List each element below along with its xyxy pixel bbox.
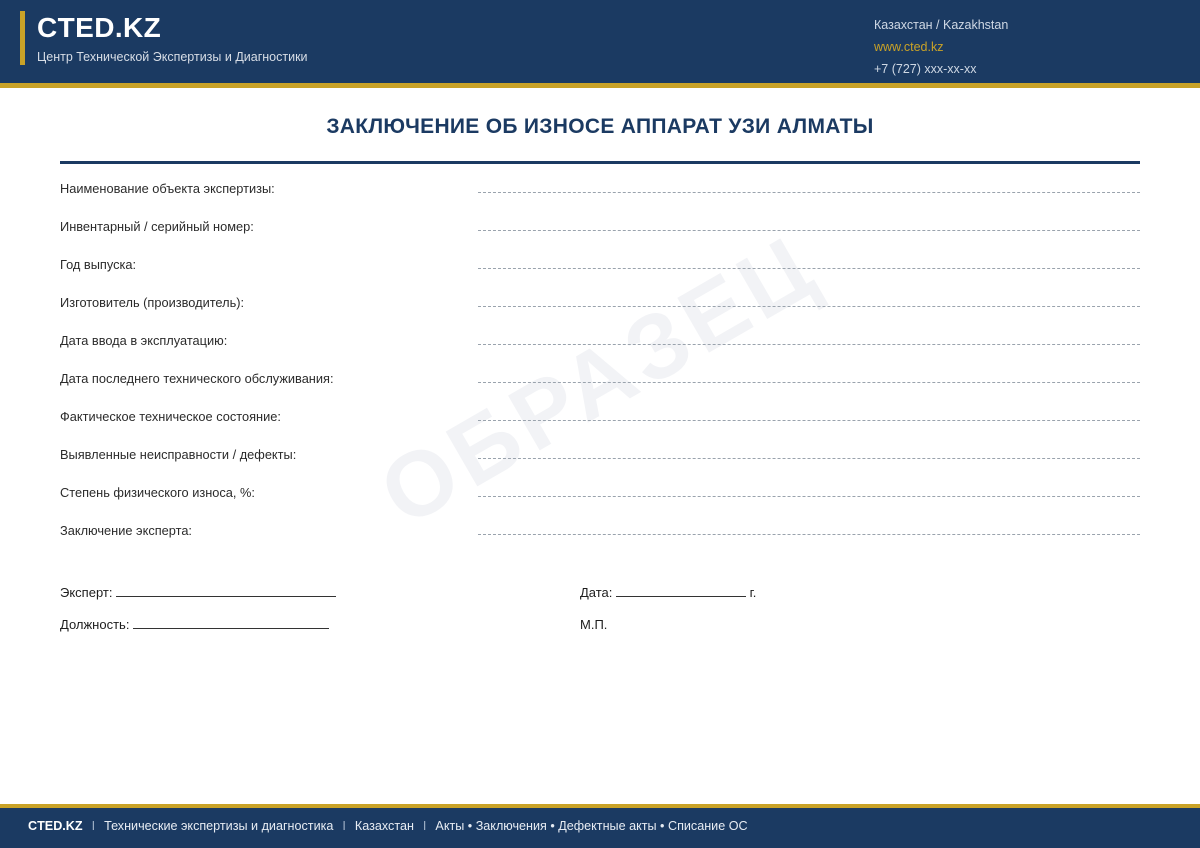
header-phone: +7 (727) xxx-xx-xx: [874, 62, 977, 76]
signature-row-expert: [60, 584, 1140, 616]
footer-separator: I: [422, 819, 427, 833]
footer-separator: I: [342, 819, 346, 833]
field-input-line[interactable]: [478, 406, 1140, 421]
date-field: [580, 584, 1140, 600]
field-input-line[interactable]: [478, 216, 1140, 231]
field-label: Изготовитель (производитель):: [60, 295, 245, 310]
field-row: [60, 330, 1140, 368]
field-row: [60, 254, 1140, 292]
field-row: [60, 368, 1140, 406]
position-label: Должность:: [60, 617, 130, 632]
watermark-text: ОБРАЗЕЦ: [363, 213, 836, 546]
expert-signature-line[interactable]: [116, 584, 336, 597]
page-footer: [0, 804, 1200, 848]
field-label: Заключение эксперта:: [60, 523, 192, 538]
field-row: [60, 520, 1140, 558]
field-row: [60, 178, 1140, 216]
field-input-line[interactable]: [478, 292, 1140, 307]
field-input-line[interactable]: [478, 178, 1140, 193]
footer-docs: Акты • Заключения • Дефектные акты • Списание ОС: [435, 819, 748, 833]
signature-row-position: [60, 616, 1140, 648]
field-label: Дата последнего технического обслуживания:: [60, 371, 334, 386]
field-label: Дата ввода в эксплуатацию:: [60, 333, 228, 348]
document-content: [0, 115, 1200, 648]
field-label: Степень физического износа, %:: [60, 485, 255, 500]
position-input-line[interactable]: [133, 616, 329, 629]
page-title: ЗАКЛЮЧЕНИЕ ОБ ИЗНОСЕ АППАРАТ УЗИ АЛМАТЫ: [326, 115, 874, 138]
field-input-line[interactable]: [478, 254, 1140, 269]
brand-subtitle: Центр Технической Экспертизы и Диагностики: [37, 50, 308, 64]
field-row: [60, 406, 1140, 444]
field-label: Выявленные неисправности / дефекты:: [60, 447, 297, 462]
footer-region: Казахстан: [354, 819, 414, 833]
signature-block: [60, 584, 1140, 648]
header-contacts: [874, 14, 1174, 80]
header-country: Казахстан / Kazakhstan: [874, 18, 1009, 32]
field-row: [60, 482, 1140, 520]
stamp-label: М.П.: [580, 617, 608, 632]
date-label: Дата:: [580, 585, 613, 600]
expert-label: Эксперт:: [60, 585, 113, 600]
footer-services: Технические экспертизы и диагностика: [104, 819, 334, 833]
date-suffix: г.: [749, 585, 757, 600]
header-website[interactable]: www.cted.kz: [874, 40, 944, 54]
fields-list: [60, 178, 1140, 558]
brand-block: [20, 11, 308, 65]
date-input-line[interactable]: [616, 584, 746, 597]
title-divider: [60, 161, 1140, 164]
page-header: [0, 0, 1200, 88]
field-input-line[interactable]: [478, 330, 1140, 345]
field-label: Инвентарный / серийный номер:: [60, 219, 254, 234]
field-label: Фактическое техническое состояние:: [60, 409, 281, 424]
field-input-line[interactable]: [478, 520, 1140, 535]
field-input-line[interactable]: [478, 368, 1140, 383]
expert-field: [60, 584, 580, 600]
footer-brand: CTED.KZ: [28, 819, 83, 833]
stamp-field: [580, 617, 1140, 632]
footer-content: [28, 804, 1172, 848]
position-field: [60, 616, 580, 632]
field-row: [60, 216, 1140, 254]
field-row: [60, 292, 1140, 330]
field-row: [60, 444, 1140, 482]
header-gold-rule: [0, 83, 1200, 88]
field-input-line[interactable]: [478, 444, 1140, 459]
field-label: Наименование объекта экспертизы:: [60, 181, 275, 196]
footer-separator: I: [91, 819, 96, 833]
brand-title: CTED.KZ: [37, 12, 162, 43]
field-input-line[interactable]: [478, 482, 1140, 497]
field-label: Год выпуска:: [60, 257, 137, 272]
